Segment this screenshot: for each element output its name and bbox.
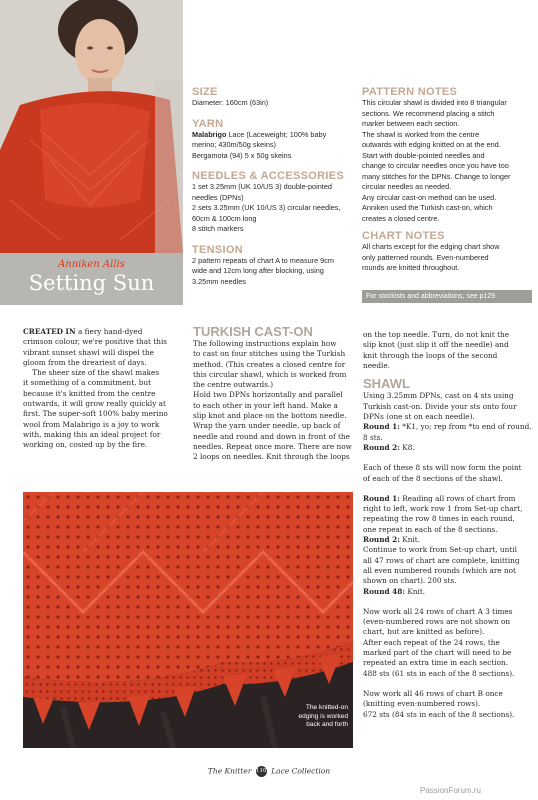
intro-lead: CREATED IN [23,327,76,336]
yarn-text: Malabrigo Lace (Laceweight; 100% baby merino; 430m/50g skeins) Bergamota (94) 5 x 50g skeins [192,129,327,160]
needles-heading: NEEDLES & ACCESSORIES [192,170,344,182]
pattern-notes-text: This circular shawl is divided into 8 triangular sections. We recommend placing a stitch marker between each section. The shawl is worked from the centre outwards with edging knitted on at the end. Start with double-pointed needles and change to circular needles once you have too many stitches for the DPNs. Change to longer circular needles as needed. Any circular cast-on method can be used. Anniken used the Turkish cast-on, which creates a closed centre. [362,98,511,223]
yarn-brand: Malabrigo [192,129,227,139]
size-text: Diameter: 160cm (63in) [192,98,269,107]
turkish-cast-on-section [193,324,358,463]
yarn-heading: YARN [192,117,224,130]
stockists-bar[interactable]: For stockists and abbreviations, see p129 [362,290,532,303]
model-photo-illustration [0,0,183,253]
tension-heading: TENSION [192,243,243,256]
shawl-instructions: on the top needle. Turn, do not knit the slip knot (just slip it off the needle) and knit through the loops of the second needle. SHAWL Using 3.25mm DPNs, cast on 4 sts using Turkish cast-on. Divide your sts onto four DPNs (one st on each needle). Round 1: *K1, yo; rep from *to end of round. 8 sts. Round 2: K8. Each of these 8 sts will now form the point of each of the 8 sections of the shawl. Round 1: Reading all rows of chart from right to left, work row 1 from Set-up chart, repeating the row 8 times in each round, one repeat in each of the 8 sections. Round 2: Knit. Continue to work from Set-up chart, until all 47 rows of chart are complete, knitting all even numbered rounds (which are not shown on chart). 200 sts. Round 48: Knit. Now work all 24 rows of chart A 3 times (even-numbered rows are not shown on chart, but are knitted as before). After each repeat of the 24 rows, the marked part of the chart will need to be repeated an extra time in each section. 488 sts (61 sts in each of the 8 sections). Now work all 46 rows of chart B once (knitting even-numbered rows). 672 sts (84 sts in each of the 8 sections). [363,330,535,720]
size-heading: SIZE [192,86,218,98]
model-photo [0,0,183,253]
spec-column-left [192,86,357,287]
intro-text: CREATED IN a fiery hand-dyed crimson colour, we're positive that this vibrant sunset shawl will dispel the gloom from the dreariest of days. The sheer size of the shawl makes it something of a commitment, but because it's knitted from the centre outwards, it will grow really quickly at first. The super-soft 100% baby merino wool from Malabrigo is a joy to work with, making this an ideal project for working on, cosied up by the fire. [23,327,168,450]
tension-text: 2 pattern repeats of chart A to measure 9cm wide and 12cm long after blocking, using 3.25mm needles [192,255,334,286]
photo-caption: The knitted-on edging is worked back and forth [298,704,348,729]
needles-text: 1 set 3.25mm (UK 10/US 3) double-pointed needles (DPNs) 2 sets 3.25mm (UK 10/US 3) circular needles, 60cm & 100cm long 8 stitch markers [192,182,341,233]
pattern-notes-heading: PATTERN NOTES [362,86,458,98]
chart-notes-heading: CHART NOTES [362,230,445,242]
designer-name: Anniken Allis [58,259,125,270]
shawl-heading: SHAWL [363,376,410,392]
page-number: 110 [256,766,267,777]
stockists-page-ref[interactable]: see p129 [466,293,496,300]
title-block [0,253,183,305]
page-footer [0,766,538,777]
magazine-name: The Knitter [207,766,252,776]
section-name: Lace Collection [271,766,331,776]
turkish-text: The following instructions explain how to cast on four stitches using the Turkish method. (This creates a closed centre for this circular shawl, which is worked from the centre outwards.) Hold two DPNs horizontally and parallel to each other in your left hand. Make a slip knot and place on the bottom needle. Wrap the yarn under needle, up back of needle and round and down in front of the needles. Repeat once more. There are now 2 loops on needles. Knit through the loops [193,339,352,462]
watermark: PassionForum.ru [420,786,481,795]
turkish-heading: TURKISH CAST-ON [193,324,313,339]
spec-column-right [362,86,534,274]
pattern-title: Setting Sun [28,271,155,295]
chart-notes-text: All charts except for the edging chart show only patterned rounds. Even-numbered rounds are knitted throughout. [362,242,500,272]
